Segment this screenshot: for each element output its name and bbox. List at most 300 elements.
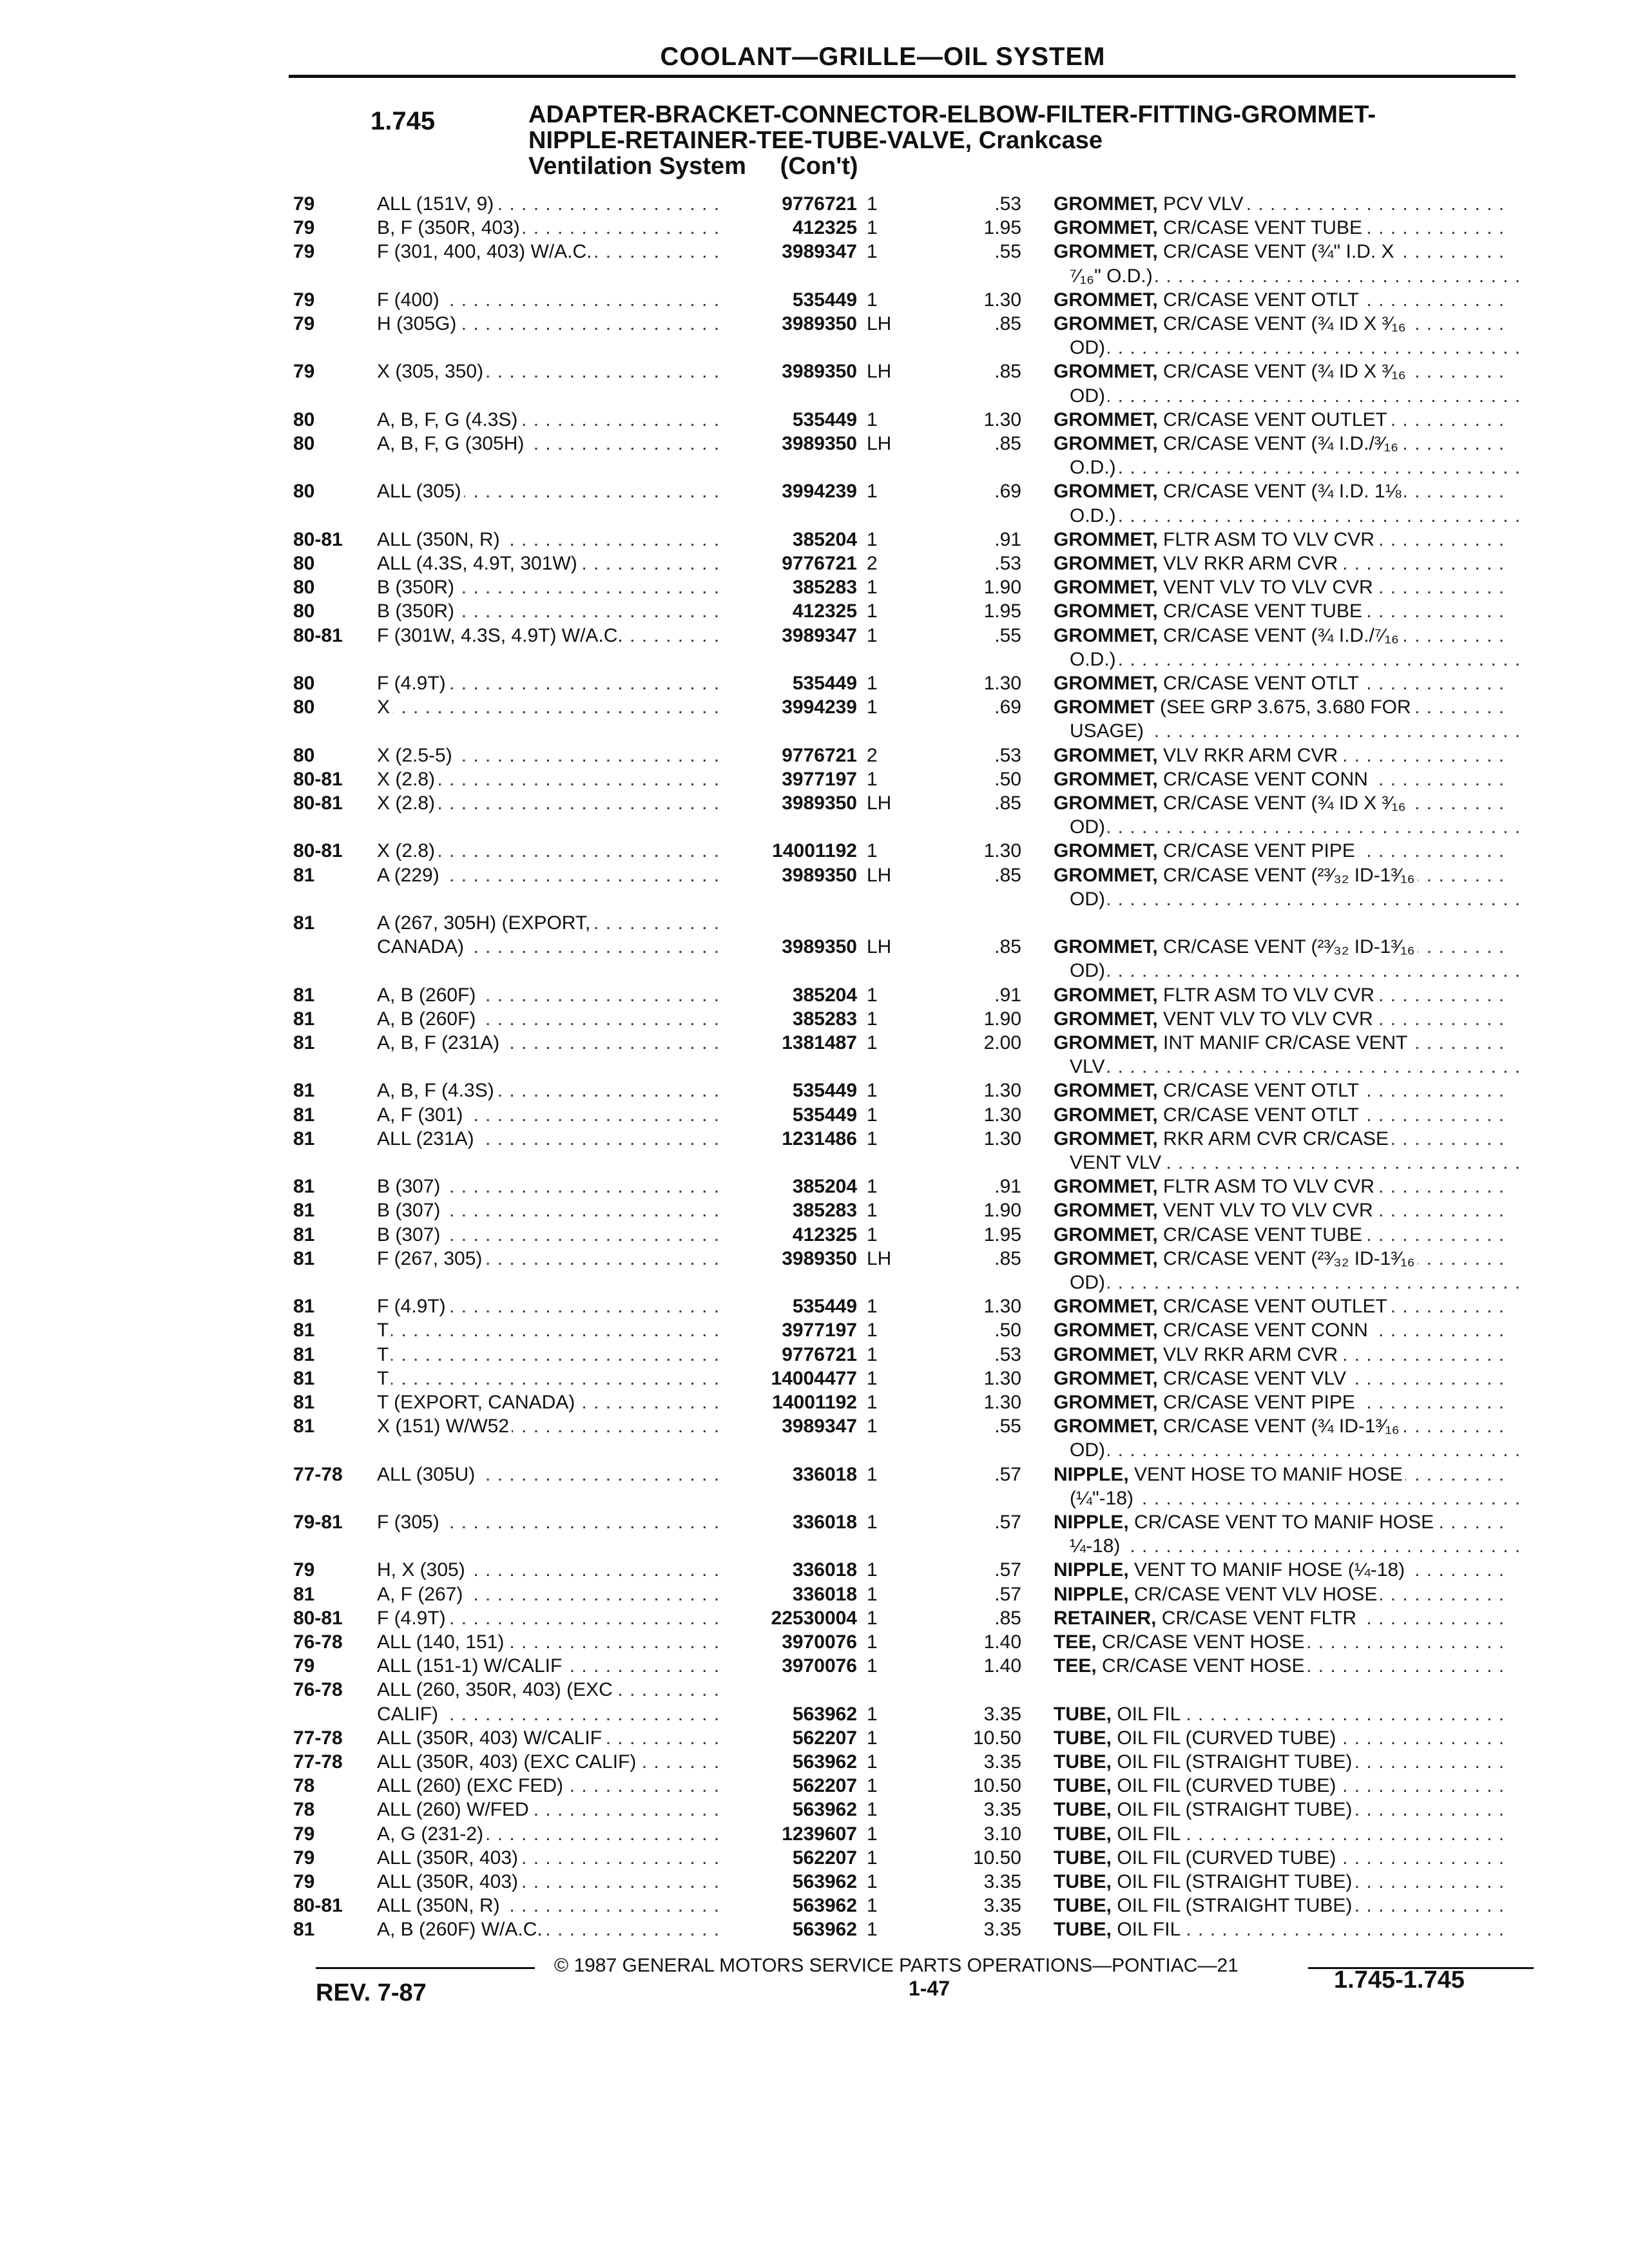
price-cell: .50 [994,1320,1021,1341]
footer-section-range: 1.745-1.745 [1334,1966,1465,1994]
year-cell: 76-78 [293,1631,343,1653]
description-detail: CR/CASE VENT CONN [1163,1320,1368,1341]
year-cell: 81 [293,1320,315,1341]
description-cell [1054,1727,1505,1749]
description-detail: USAGE) [1070,720,1144,742]
table-row [0,1631,1629,1657]
description-cell [1054,1344,1505,1366]
description-keyword: GROMMET, [1054,289,1158,311]
description-cell [1054,1008,1505,1030]
description-cell [1054,1392,1505,1414]
part-number-cell: 562207 [792,1775,857,1796]
description-text [1054,1775,1338,1796]
quantity-cell: 1 [867,673,878,694]
description-spacer [1129,1559,1134,1581]
description-cell [1054,1296,1505,1318]
description-spacer [1156,1608,1161,1629]
table-row [0,1056,1629,1082]
table-row [0,1823,1629,1849]
description-text [1070,1535,1123,1557]
description-spacer [1158,865,1163,886]
year-cell: 80 [293,601,315,622]
model-cell-text: B (350R) [377,601,457,622]
description-detail: CR/CASE VENT TUBE [1163,1224,1362,1245]
description-spacer [1129,1464,1134,1485]
quantity-cell: 1 [867,625,878,646]
description-text [1054,1176,1377,1197]
model-cell [377,865,725,887]
description-cell [1054,625,1505,647]
price-cell: 1.30 [983,1080,1021,1101]
description-text [1054,1128,1391,1149]
model-cell-text: H, X (305) [377,1559,468,1581]
description-keyword: GROMMET, [1054,673,1158,694]
description-spacer [1158,1296,1163,1317]
table-row [0,1439,1629,1465]
table-row [0,985,1629,1010]
year-cell: 79 [293,1871,315,1892]
description-keyword: GROMMET, [1054,1080,1158,1101]
table-row [0,793,1629,818]
model-cell [377,673,725,695]
description-spacer [1158,313,1163,334]
description-cell [1070,1056,1521,1078]
price-cell: 3.35 [983,1895,1021,1916]
quantity-cell: 1 [867,481,878,502]
model-cell [377,1392,725,1414]
description-cell [1070,889,1521,910]
price-cell: 1.30 [983,840,1021,861]
model-cell [377,1679,725,1701]
description-detail: VLV RKR ARM CVR [1163,1344,1338,1365]
description-spacer [1158,1080,1163,1101]
description-cell [1054,1416,1505,1437]
section-number: 1.745 [371,107,436,135]
description-detail: OIL FIL (STRAIGHT TUBE) [1117,1799,1353,1820]
price-cell: .57 [994,1584,1021,1605]
description-text [1054,1919,1183,1940]
quantity-cell: 1 [867,1416,878,1437]
description-text [1054,1104,1362,1126]
table-row [0,289,1629,315]
model-cell-text: F (267, 305) [377,1248,485,1269]
price-cell: 10.50 [972,1727,1021,1749]
part-number-cell: 535449 [792,1080,857,1101]
model-cell-text: ALL (151-1) W/CALIF [377,1655,564,1677]
description-keyword: GROMMET, [1054,1008,1158,1030]
description-text [1054,1248,1418,1269]
description-detail: O.D.) [1070,505,1116,526]
description-keyword: NIPPLE, [1054,1464,1129,1485]
price-cell: 1.30 [983,673,1021,694]
year-cell: 79 [293,313,315,334]
description-detail: CR/CASE VENT OTLT [1163,289,1359,311]
description-cell [1054,840,1505,862]
model-cell-text: F (4.9T) [377,1296,448,1317]
part-number-cell: 14001192 [772,840,857,861]
description-spacer [1155,697,1160,718]
table-row [0,936,1629,962]
price-cell: .53 [994,553,1021,574]
quantity-cell: 1 [867,1512,878,1533]
description-spacer [1158,1200,1163,1221]
table-row [0,1248,1629,1274]
table-row [0,1895,1629,1921]
description-text [1054,1032,1411,1053]
quantity-cell: 1 [867,1104,878,1126]
price-cell: 1.30 [983,1368,1021,1389]
description-cell [1054,1775,1505,1797]
part-number-cell: 3977197 [782,1320,857,1341]
model-cell-text: F (301, 400, 403) W/A.C. [377,241,594,262]
table-row [0,1200,1629,1225]
part-number-cell: 22530004 [771,1608,857,1629]
description-cell [1054,1704,1505,1725]
model-cell [377,193,725,215]
price-cell: 3.35 [983,1751,1021,1773]
description-detail: O.D.) [1070,457,1116,478]
model-cell [377,1559,725,1581]
year-cell: 80 [293,481,315,502]
description-detail: VENT TO MANIF HOSE (¼-18) [1134,1559,1405,1581]
description-detail: OD) [1070,385,1105,407]
price-cell: .53 [994,193,1021,215]
description-detail: CR/CASE VENT (¾ ID X ³⁄₁₆ [1163,361,1406,382]
description-cell [1054,1032,1505,1054]
price-cell: 1.90 [983,577,1021,598]
table-row [0,889,1629,914]
year-cell: 79 [293,361,315,382]
description-text [1070,505,1119,526]
description-spacer [1158,553,1163,574]
quantity-cell: 1 [867,601,878,622]
model-cell [377,1584,725,1606]
year-cell: 80-81 [293,769,343,790]
model-cell-text: CALIF) [377,1704,441,1725]
description-spacer [1158,1176,1163,1197]
description-cell [1054,1871,1505,1893]
year-cell: 79-81 [293,1512,343,1533]
model-cell [377,361,725,383]
description-detail: CR/CASE VENT (¾ ID X ³⁄₁₆ [1163,793,1406,814]
model-cell [377,1128,725,1150]
description-cell [1070,337,1521,359]
year-cell: 80-81 [293,1895,343,1916]
description-detail: CR/CASE VENT (¾ I.D./⁷⁄₁₆ [1163,625,1399,646]
table-row [0,241,1629,267]
description-text [1070,265,1155,287]
model-cell [377,1200,725,1222]
description-text [1054,793,1409,814]
model-cell [377,1727,725,1749]
description-cell [1070,1488,1521,1510]
description-spacer [1158,1224,1163,1245]
model-cell-text: B (307) [377,1200,443,1221]
description-keyword: GROMMET, [1054,1176,1158,1197]
model-cell-text: ALL (4.3S, 4.9T, 301W) [377,553,580,574]
year-cell: 81 [293,1392,315,1413]
model-cell-text: X (305, 350) [377,361,486,382]
description-cell [1054,1104,1505,1126]
footer-page-number: 1-47 [909,1977,950,2000]
model-cell [377,1368,725,1390]
quantity-cell: 1 [867,1895,878,1916]
table-row [0,1296,1629,1321]
description-detail: OD) [1070,960,1105,981]
model-cell-text: ALL (260) (EXC FED) [377,1775,566,1796]
description-spacer [1158,745,1163,766]
model-cell-text: T (EXPORT, CANADA) [377,1392,577,1413]
description-spacer [1158,936,1163,957]
model-cell-text: A, G (231-2) [377,1823,486,1845]
description-detail: OD) [1070,1272,1105,1293]
part-number-cell: 14004477 [771,1368,857,1389]
model-cell-text: ALL (350R, 403) W/CALIF [377,1727,604,1749]
description-spacer [1158,769,1163,790]
description-cell [1054,1464,1505,1486]
part-number-cell: 3989347 [782,625,857,646]
model-cell-text: ALL (305) [377,481,464,502]
table-row [0,960,1629,986]
year-cell: 80 [293,697,315,718]
quantity-cell: LH [867,1248,892,1269]
description-spacer [1158,793,1163,814]
year-cell: 80 [293,673,315,694]
part-number-cell: 3970076 [782,1631,857,1653]
part-number-cell: 385204 [792,1176,857,1197]
description-text [1054,1655,1307,1677]
description-keyword: GROMMET, [1054,1224,1158,1245]
description-keyword: GROMMET [1054,697,1155,718]
table-row [0,816,1629,842]
model-cell [377,409,725,431]
description-cell [1054,313,1505,335]
table-row [0,1799,1629,1825]
table-row [0,1104,1629,1130]
description-text [1070,337,1108,358]
price-cell: 1.90 [983,1008,1021,1030]
quantity-cell: 1 [867,1320,878,1341]
description-text [1054,1584,1380,1605]
model-cell-text: B (307) [377,1176,443,1197]
description-text [1054,193,1246,215]
price-cell: .55 [994,1416,1021,1437]
price-cell: 1.95 [983,217,1021,238]
model-cell-text: ALL (231A) [377,1128,477,1149]
price-cell: 1.30 [983,289,1021,311]
price-cell: .85 [994,1608,1021,1629]
description-detail: CR/CASE VENT (²³⁄₃₂ ID-1³⁄₁₆ [1163,865,1415,886]
part-number-cell: 3994239 [782,481,857,502]
description-detail: CR/CASE VENT OUTLET [1163,409,1387,430]
part-number-cell: 336018 [792,1464,857,1485]
quantity-cell: 1 [867,1128,878,1149]
description-detail: CR/CASE VENT (¾" I.D. X [1163,241,1394,262]
description-cell [1054,289,1505,311]
part-number-cell: 3989350 [782,433,857,454]
page-title: COOLANT—GRILLE—OIL SYSTEM [660,43,1106,71]
table-row [0,673,1629,698]
description-keyword: TUBE, [1054,1727,1112,1749]
quantity-cell: 1 [867,1559,878,1581]
model-cell-text: B, F (350R, 403) [377,217,523,238]
table-row [0,865,1629,890]
quantity-cell: 2 [867,553,878,574]
year-cell: 81 [293,1008,315,1030]
model-cell [377,217,725,239]
description-spacer [1097,1655,1102,1677]
description-spacer [1158,361,1163,382]
description-text [1070,889,1108,910]
description-detail: CR/CASE VENT VLV HOSE [1134,1584,1378,1605]
description-detail: ⁷⁄₁₆" O.D.) [1070,265,1153,287]
description-detail: VLV [1070,1056,1105,1077]
description-text [1054,1320,1371,1341]
quantity-cell: LH [867,936,892,957]
model-cell [377,1751,725,1773]
part-number-cell: 385283 [792,1008,857,1030]
quantity-cell: 1 [867,289,878,311]
model-cell-text: A, B (260F) [377,985,478,1006]
price-cell: 1.95 [983,1224,1021,1245]
model-cell [377,1631,725,1653]
description-text [1054,745,1340,766]
model-cell [377,1847,725,1869]
description-cell [1054,1368,1505,1390]
year-cell: 80-81 [293,1608,343,1629]
table-row [0,457,1629,483]
model-cell [377,840,725,862]
quantity-cell: 1 [867,769,878,790]
description-keyword: GROMMET, [1054,1032,1158,1053]
description-detail: OIL FIL [1117,1704,1181,1725]
model-cell-text: T [377,1344,391,1365]
model-cell [377,481,725,503]
part-number-cell: 336018 [792,1584,857,1605]
model-cell [377,1080,725,1102]
year-cell: 80-81 [293,529,343,550]
model-cell [377,1248,725,1270]
price-cell: .91 [994,1176,1021,1197]
price-cell: 3.35 [983,1871,1021,1892]
table-row [0,1847,1629,1873]
description-keyword: GROMMET, [1054,433,1158,454]
model-cell-text: H (305G) [377,313,459,334]
year-cell: 81 [293,1919,315,1940]
description-cell [1054,1919,1505,1941]
price-cell: .57 [994,1512,1021,1533]
table-row [0,529,1629,555]
description-text [1070,1488,1136,1509]
description-spacer [1158,1320,1163,1341]
description-cell [1054,769,1505,791]
model-cell-text: A, B (260F) [377,1008,478,1030]
price-cell: 1.30 [983,1104,1021,1126]
description-detail: OIL FIL (STRAIGHT TUBE) [1117,1895,1353,1916]
description-cell [1054,1128,1505,1150]
description-cell [1054,601,1505,622]
description-text [1054,625,1402,646]
part-number-cell: 336018 [792,1559,857,1581]
part-number-cell: 385283 [792,1200,857,1221]
model-cell-text: A, B, F (231A) [377,1032,502,1053]
model-cell-text: T [377,1368,391,1389]
description-detail: VENT VLV TO VLV CVR [1163,1200,1373,1221]
quantity-cell: LH [867,865,892,886]
model-cell-text: ALL (140, 151) [377,1631,506,1653]
description-detail: OIL FIL (STRAIGHT TUBE) [1117,1751,1353,1773]
price-cell: 3.35 [983,1919,1021,1940]
quantity-cell: 1 [867,1799,878,1820]
description-keyword: GROMMET, [1054,313,1158,334]
quantity-cell: 1 [867,1368,878,1389]
description-detail: CR/CASE VENT TUBE [1163,217,1362,238]
year-cell: 81 [293,1224,315,1245]
model-cell [377,553,725,575]
model-cell [377,1775,725,1797]
table-row [0,193,1629,219]
price-cell: .91 [994,985,1021,1006]
footer-revision: REV. 7-87 [316,1979,427,2006]
table-row [0,553,1629,579]
description-keyword: NIPPLE, [1054,1559,1129,1581]
table-row [0,1559,1629,1585]
description-detail: FLTR ASM TO VLV CVR [1163,985,1374,1006]
table-row [0,625,1629,651]
description-detail: CR/CASE VENT (¾ I.D./³⁄₁₆ [1163,433,1399,454]
price-cell: .69 [994,697,1021,718]
description-detail: CR/CASE VENT (¾ ID-1³⁄₁₆ [1163,1416,1400,1437]
table-row [0,1679,1629,1705]
description-text [1054,217,1365,238]
description-text [1054,936,1418,957]
year-cell: 81 [293,1368,315,1389]
year-cell: 78 [293,1799,315,1820]
description-keyword: GROMMET, [1054,1392,1158,1413]
price-cell: .85 [994,361,1021,382]
description-keyword: GROMMET, [1054,1128,1158,1149]
description-detail: CR/CASE VENT (¾ ID X ³⁄₁₆ [1163,313,1406,334]
description-text [1054,1895,1354,1916]
year-cell: 80 [293,577,315,598]
model-cell [377,1224,725,1246]
model-cell-text: ALL (151V, 9) [377,193,496,215]
description-text [1054,529,1377,550]
description-detail: OIL FIL (STRAIGHT TUBE) [1117,1871,1353,1892]
description-keyword: TUBE, [1054,1871,1112,1892]
section-subtitle: Ventilation System (Con't) [528,153,858,180]
description-keyword: TUBE, [1054,1823,1112,1845]
description-text [1054,840,1358,861]
table-row [0,1871,1629,1897]
description-spacer [1158,481,1163,502]
quantity-cell: 1 [867,1224,878,1245]
description-text [1070,816,1108,838]
table-row [0,577,1629,602]
description-text [1054,481,1404,502]
description-detail: CR/CASE VENT OTLT [1163,1080,1359,1101]
part-number-cell: 3989350 [782,865,857,886]
section-title: ADAPTER-BRACKET-CONNECTOR-ELBOW-FILTER-FITTING-GROMMET-NIPPLE-RETAINER-TEE-TUBE-VALVE, Crankcase [528,101,1376,154]
table-row [0,1320,1629,1345]
table-row [0,1176,1629,1202]
description-cell [1070,816,1521,838]
table-row [0,1919,1629,1945]
part-number-cell: 563962 [792,1751,857,1773]
table-row [0,409,1629,435]
year-cell: 81 [293,1200,315,1221]
part-number-cell: 535449 [792,1104,857,1126]
